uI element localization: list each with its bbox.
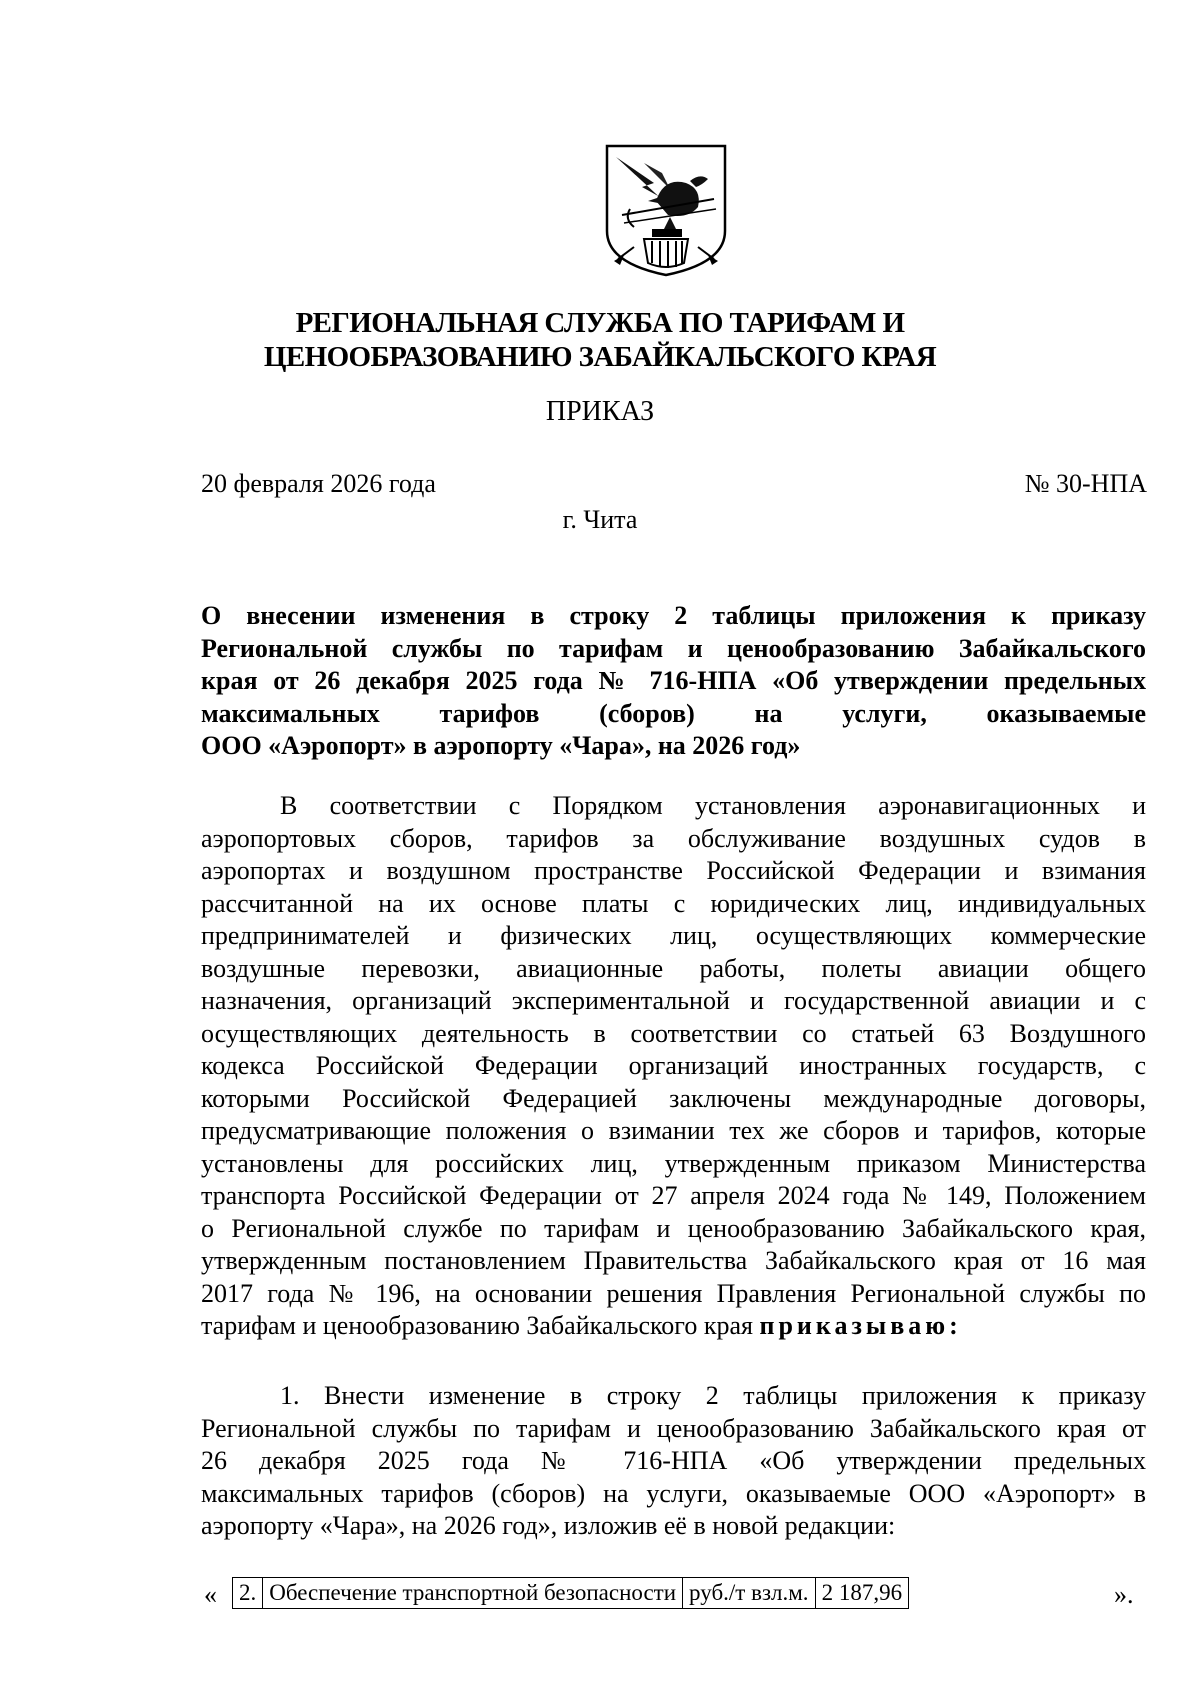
document-title [201, 600, 1146, 763]
row-number-cell: 2. [233, 1578, 263, 1609]
tariff-value-cell: 2 187,96 [815, 1578, 909, 1609]
service-name-cell: Обеспечение транспортной безопасности [263, 1578, 683, 1609]
title-line: Региональной службы по тарифам и ценообразованию Забайкальского [201, 633, 1146, 663]
unit-cell: руб./т взл.м. [683, 1578, 816, 1609]
body-line-text: тарифам и ценообразованию Забайкальского края [201, 1311, 753, 1340]
open-quote: « [204, 1580, 217, 1609]
document-number: № 30-НПА [1024, 469, 1147, 498]
tariff-table [232, 1577, 909, 1609]
item-line: максимальных тарифов (сборов) на услуги, оказываемые ООО «Аэропорт» в [201, 1478, 1146, 1508]
close-quote: ». [1114, 1580, 1134, 1609]
body-line: рассчитанной на их основе платы с юридических лиц, индивидуальных [201, 888, 1146, 918]
zabaykalsky-coat-of-arms-icon [604, 143, 728, 278]
item-line: 1. Внести изменение в строку 2 таблицы приложения к приказу [280, 1381, 1146, 1410]
document-type: ПРИКАЗ [545, 396, 655, 427]
org-name-line1: РЕГИОНАЛЬНАЯ СЛУЖБА ПО ТАРИФАМ И [295, 307, 905, 339]
title-line: максимальных тарифов (сборов) на услуги, оказываемые [201, 698, 1146, 728]
document-date: 20 февраля 2026 года [201, 469, 436, 498]
item-line: аэропорту «Чара», на 2026 год», изложив её в новой редакции: [201, 1511, 896, 1540]
body-last-line [201, 1310, 1146, 1343]
document-city: г. Чита [562, 505, 638, 534]
org-name-line2: ЦЕНООБРАЗОВАНИЮ ЗАБАЙКАЛЬСКОГО КРАЯ [263, 341, 937, 373]
body-line: о Региональной службе по тарифам и ценообразованию Забайкальского края, [201, 1213, 1146, 1243]
body-line: утвержденным постановлением Правительства Забайкальского края от 16 мая [201, 1246, 1146, 1275]
body-line: аэропортовых сборов, тарифов за обслуживание воздушных судов в [201, 823, 1146, 853]
body-line: транспорта Российской Федерации от 27 апреля 2024 года № 149, Положением [201, 1181, 1146, 1210]
body-line: предпринимателей и физических лиц, осуществляющих коммерческие [201, 921, 1146, 950]
body-line: осуществляющих деятельность в соответствии со статьей 63 Воздушного [201, 1018, 1146, 1048]
title-line: ООО «Аэропорт» в аэропорту «Чара», на 2026 год» [201, 731, 801, 760]
body-line: которыми Российской Федерацией заключены международные договоры, [201, 1083, 1146, 1113]
order-item-1 [201, 1380, 1146, 1543]
body-line: назначения, организаций экспериментальной и государственной авиации и с [201, 986, 1146, 1015]
body-line: В соответствии с Порядком установления аэронавигационных и [280, 791, 1146, 820]
order-word: приказываю: [759, 1311, 962, 1340]
table-row [233, 1578, 909, 1609]
title-line: края от 26 декабря 2025 года № 716-НПА «Об утверждении предельных [201, 666, 1146, 695]
preamble-paragraph [201, 790, 1146, 1343]
body-line: кодекса Российской Федерации организаций иностранных государств, с [201, 1051, 1146, 1080]
body-line: установлены для российских лиц, утвержденным приказом Министерства [201, 1148, 1146, 1178]
item-line: Региональной службы по тарифам и ценообразованию Забайкальского края от [201, 1413, 1146, 1443]
title-line: О внесении изменения в строку 2 таблицы приложения к приказу [201, 601, 1146, 630]
body-line: аэропортах и воздушном пространстве Российской Федерации и взимания [201, 856, 1146, 885]
item-line: 26 декабря 2025 года № 716-НПА «Об утверждении предельных [201, 1446, 1146, 1475]
body-line: предусматривающие положения о взимании тех же сборов и тарифов, которые [201, 1116, 1146, 1145]
body-line: воздушные перевозки, авиационные работы, полеты авиации общего [201, 953, 1146, 983]
body-line: 2017 года № 196, на основании решения Правления Региональной службы по [201, 1278, 1146, 1308]
